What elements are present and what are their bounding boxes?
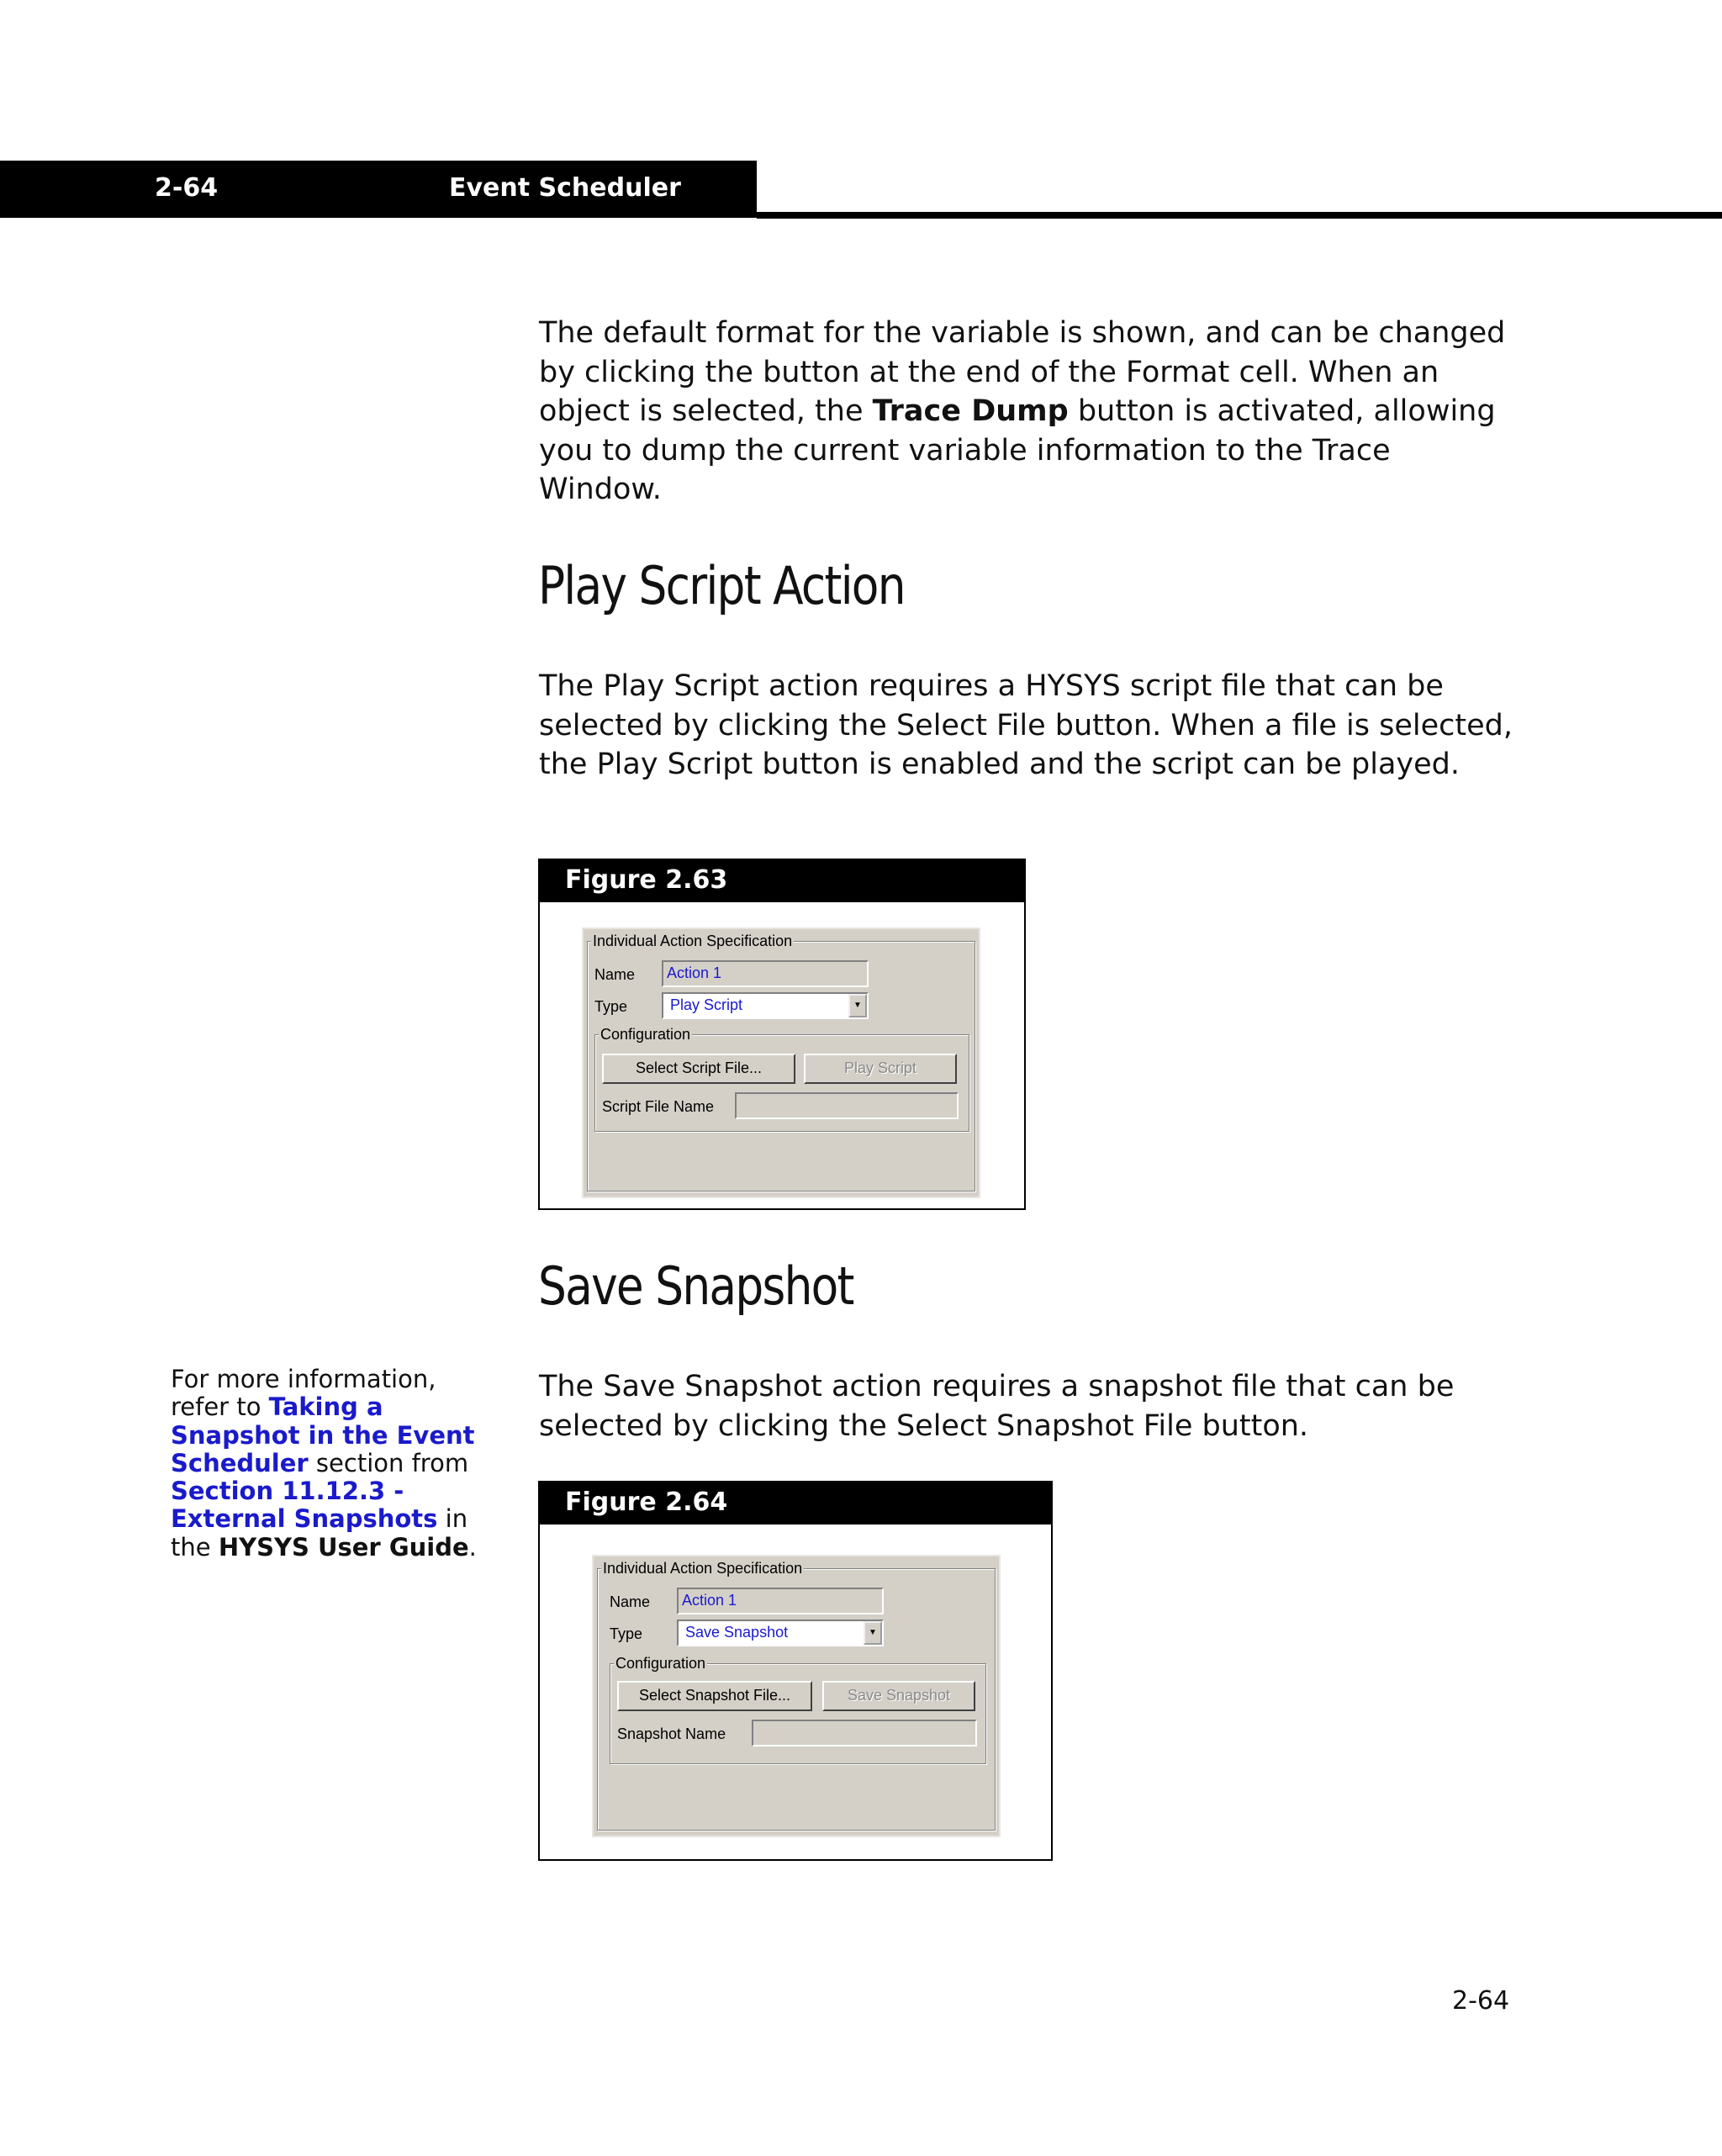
type-dropdown[interactable] xyxy=(677,1620,884,1646)
type-value: Play Script xyxy=(670,996,743,1013)
trace-dump-term: Trace Dump xyxy=(872,394,1069,428)
user-guide-title: HYSYS User Guide xyxy=(218,1532,469,1562)
script-file-name-label: Script File Name xyxy=(602,1098,715,1115)
action-spec-group xyxy=(597,1560,996,1831)
chevron-down-icon[interactable]: ▼ xyxy=(848,994,867,1017)
save-snapshot-button[interactable]: Save Snapshot xyxy=(822,1681,975,1711)
action-spec-group-label: Individual Action Specification xyxy=(593,933,793,949)
header-section-title: Event Scheduler xyxy=(449,173,681,203)
snapshot-link[interactable]: Taking a Snapshot in the Event Scheduler xyxy=(171,1392,475,1477)
intro-text-1: The default format for the variable is shown, and can be changed by clicking the button at the end of the Format cell. When an object is selected, the xyxy=(539,316,1506,428)
sidebar-text-1: For more information, refer to xyxy=(171,1365,436,1422)
chevron-down-icon[interactable]: ▼ xyxy=(864,1621,882,1645)
action-spec-group xyxy=(587,933,975,1192)
select-snapshot-file-button[interactable]: Select Snapshot File... xyxy=(617,1681,812,1711)
snapshot-name-label: Snapshot Name xyxy=(617,1725,726,1742)
name-label: Name xyxy=(594,966,636,983)
type-label: Type xyxy=(594,998,628,1015)
sidebar-note xyxy=(171,1366,490,1562)
configuration-group xyxy=(610,1655,986,1764)
name-field[interactable]: Action 1 xyxy=(662,960,869,987)
configuration-label: Configuration xyxy=(600,1026,691,1043)
snapshot-name-field[interactable] xyxy=(752,1720,977,1746)
header-rule xyxy=(757,212,1722,219)
footer-page-number: 2-64 xyxy=(1452,1986,1510,2016)
script-file-name-field[interactable] xyxy=(735,1092,959,1119)
name-label: Name xyxy=(610,1593,651,1610)
intro-text-2: button is activated, allowing you to dump the current variable information to the Trace Window. xyxy=(539,394,1496,506)
sidebar-text-4: . xyxy=(468,1532,477,1562)
select-script-file-button[interactable]: Select Script File... xyxy=(602,1054,795,1084)
type-label: Type xyxy=(610,1625,643,1642)
save-snapshot-paragraph xyxy=(539,1367,1514,1445)
play-script-paragraph xyxy=(539,667,1514,785)
sidebar-text-3: in the xyxy=(171,1504,468,1562)
sidebar-text-2: section from xyxy=(308,1448,469,1477)
save-snapshot-text: The Save Snapshot action requires a snapshot file that can be selected by clicking the Select Snapshot File button. xyxy=(539,1370,1455,1443)
header-page-number: 2-64 xyxy=(155,173,219,203)
name-field[interactable]: Action 1 xyxy=(677,1588,884,1614)
action-spec-dialog xyxy=(582,927,980,1198)
play-script-text: The Play Script action requires a HYSYS script file that can be selected by clicking the Select File button. When a file is selected, the Play Script button is enabled and the script can be played. xyxy=(539,669,1513,781)
save-snapshot-heading: Save Snapshot xyxy=(538,1255,853,1317)
figure-2-64 xyxy=(538,1481,1053,1861)
action-spec-group-label: Individual Action Specification xyxy=(603,1560,803,1577)
external-snapshots-link[interactable]: Section 11.12.3 - External Snapshots xyxy=(171,1477,438,1534)
type-dropdown[interactable] xyxy=(662,992,869,1019)
figure-2-63 xyxy=(538,859,1026,1210)
intro-paragraph xyxy=(539,314,1514,510)
play-script-heading: Play Script Action xyxy=(538,555,905,616)
play-script-button[interactable]: Play Script xyxy=(804,1054,957,1084)
figure-caption: Figure 2.64 xyxy=(540,1482,1051,1525)
type-value: Save Snapshot xyxy=(685,1624,789,1641)
configuration-label: Configuration xyxy=(615,1655,706,1672)
action-spec-dialog xyxy=(592,1555,1001,1837)
configuration-group xyxy=(594,1026,969,1132)
figure-caption: Figure 2.63 xyxy=(540,860,1024,902)
